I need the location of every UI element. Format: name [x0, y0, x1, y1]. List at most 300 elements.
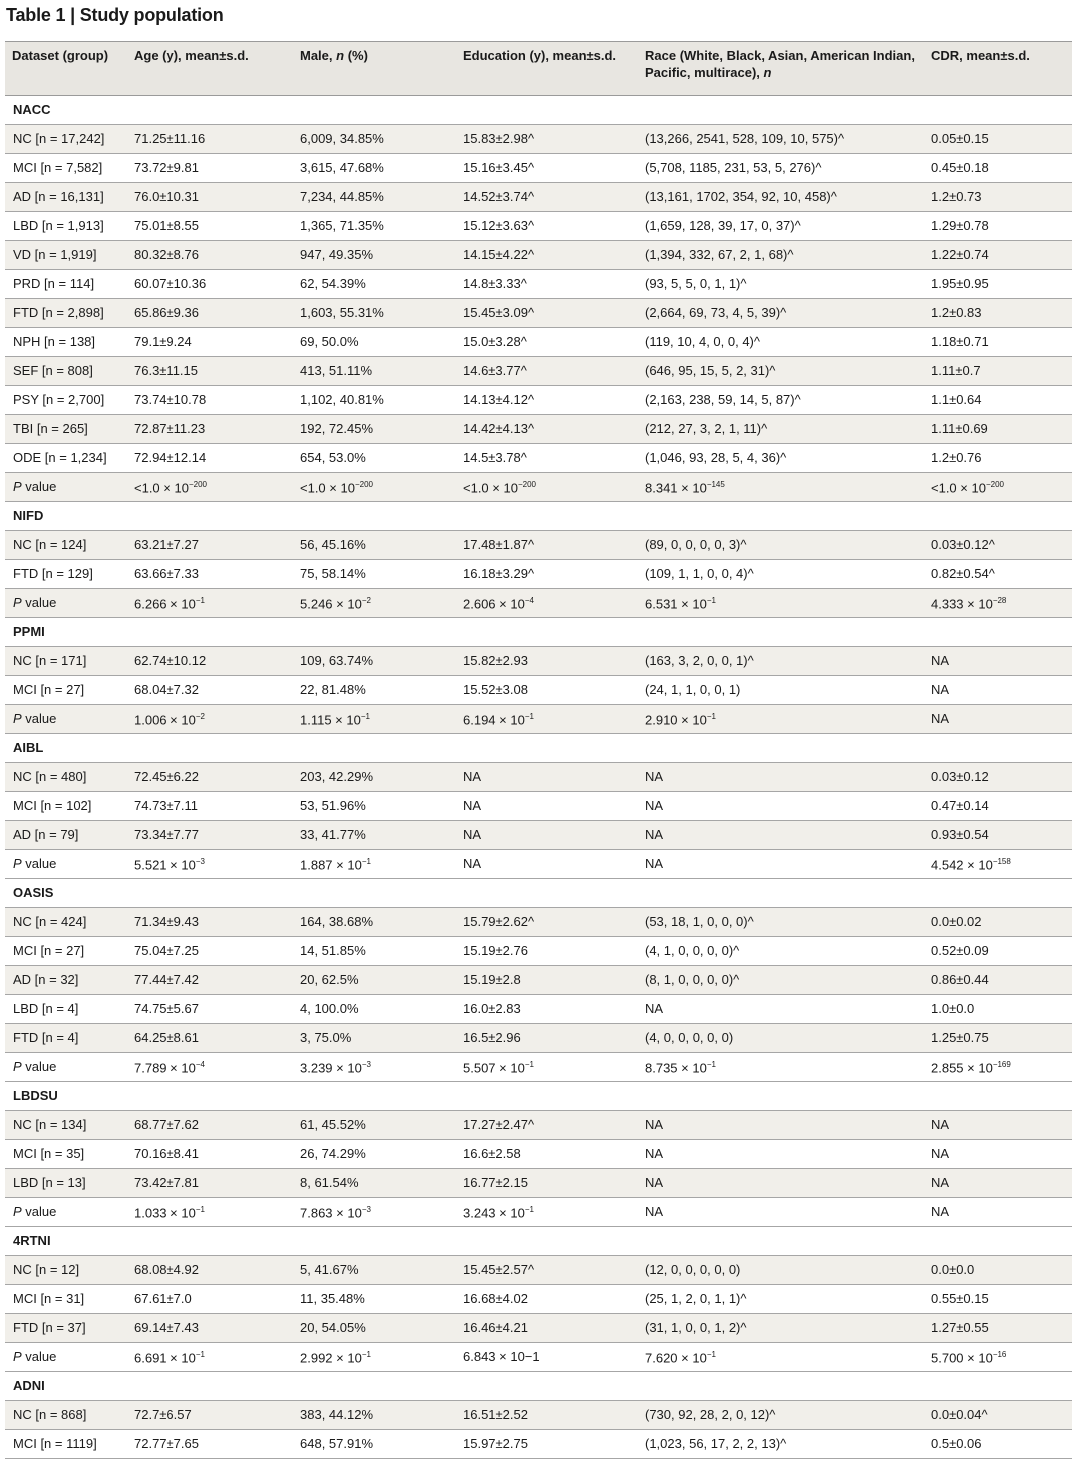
education-cell: 14.52±3.74^: [456, 183, 638, 212]
age-cell: 75.01±8.55: [127, 212, 293, 241]
male-cell: 1,102, 40.81%: [293, 386, 456, 415]
race-cell: (119, 10, 4, 0, 0, 4)^: [638, 328, 924, 357]
dataset-cell: NC [n = 424]: [5, 908, 127, 937]
race-cell: (93, 5, 5, 0, 1, 1)^: [638, 270, 924, 299]
male-cell: $5.246 \times 10^{-2}$: [293, 589, 456, 618]
male-cell: 1,603, 55.31%: [293, 299, 456, 328]
male-cell: 75, 58.14%: [293, 560, 456, 589]
dataset-cell: FTD [n = 37]: [5, 1314, 127, 1343]
male-cell: $3.239 \times 10^{-3}$: [293, 1053, 456, 1082]
race-cell: (25, 1, 2, 0, 1, 1)^: [638, 1285, 924, 1314]
dataset-cell: MCI [n = 35]: [5, 1140, 127, 1169]
group-row: [5, 502, 1072, 531]
age-cell: 74.73±7.11: [127, 792, 293, 821]
table-row: [5, 444, 1072, 473]
age-cell: 69.14±7.43: [127, 1314, 293, 1343]
race-cell: (109, 1, 1, 0, 0, 4)^: [638, 560, 924, 589]
education-cell: 15.0±3.28^: [456, 328, 638, 357]
dataset-cell: P value: [5, 473, 127, 502]
male-cell: 20, 62.5%: [293, 966, 456, 995]
education-cell: 14.8±3.33^: [456, 270, 638, 299]
table-row: [5, 821, 1072, 850]
dataset-cell: NC [n = 480]: [5, 763, 127, 792]
education-cell: 16.77±2.15: [456, 1169, 638, 1198]
header-race: Race (White, Black, Asian, American Indian, Pacific, multirace), n: [638, 42, 924, 96]
male-cell: 1,365, 71.35%: [293, 212, 456, 241]
p-value-row: [5, 1053, 1072, 1082]
age-cell: 70.16±8.41: [127, 1140, 293, 1169]
male-cell: 383, 44.12%: [293, 1401, 456, 1430]
race-cell: NA: [638, 1111, 924, 1140]
age-cell: $5.521 \times 10^{-3}$: [127, 850, 293, 879]
race-cell: (5,708, 1185, 231, 53, 5, 276)^: [638, 154, 924, 183]
male-cell: 192, 72.45%: [293, 415, 456, 444]
table-row: [5, 1285, 1072, 1314]
age-cell: 62.74±10.12: [127, 647, 293, 676]
table-row: [5, 154, 1072, 183]
education-cell: 15.19±2.76: [456, 937, 638, 966]
group-label: NIFD: [5, 502, 1072, 531]
education-cell: 15.16±3.45^: [456, 154, 638, 183]
group-label: NACC: [5, 96, 1072, 125]
dataset-cell: ODE [n = 1,234]: [5, 444, 127, 473]
dataset-cell: P value: [5, 1198, 127, 1227]
cdr-cell: 1.11±0.7: [924, 357, 1072, 386]
cdr-cell: 1.18±0.71: [924, 328, 1072, 357]
cdr-cell: 1.11±0.69: [924, 415, 1072, 444]
dataset-cell: NPH [n = 138]: [5, 328, 127, 357]
age-cell: 68.77±7.62: [127, 1111, 293, 1140]
cdr-cell: 0.47±0.14: [924, 792, 1072, 821]
education-cell: 15.79±2.62^: [456, 908, 638, 937]
male-cell: 33, 41.77%: [293, 821, 456, 850]
race-cell: (89, 0, 0, 0, 0, 3)^: [638, 531, 924, 560]
header-age: Age (y), mean±s.d.: [127, 42, 293, 96]
group-label: 4RTNI: [5, 1227, 1072, 1256]
header-male: Male, n (%): [293, 42, 456, 96]
education-cell: 15.83±2.98^: [456, 125, 638, 154]
race-cell: NA: [638, 995, 924, 1024]
table-header: [5, 42, 1072, 96]
age-cell: 72.94±12.14: [127, 444, 293, 473]
table-row: [5, 1401, 1072, 1430]
age-cell: 71.25±11.16: [127, 125, 293, 154]
cdr-cell: $4.333 \times 10^{-28}$: [924, 589, 1072, 618]
dataset-cell: PRD [n = 114]: [5, 270, 127, 299]
race-cell: NA: [638, 850, 924, 879]
education-cell: 15.12±3.63^: [456, 212, 638, 241]
male-cell: 20, 54.05%: [293, 1314, 456, 1343]
education-cell: $6.194 \times 10^{-1}$: [456, 705, 638, 734]
table-row: [5, 1140, 1072, 1169]
dataset-cell: AD [n = 32]: [5, 966, 127, 995]
group-row: [5, 1082, 1072, 1111]
cdr-cell: 0.05±0.15: [924, 125, 1072, 154]
age-cell: 63.21±7.27: [127, 531, 293, 560]
race-cell: NA: [638, 1198, 924, 1227]
group-row: [5, 734, 1072, 763]
cdr-cell: 0.52±0.09: [924, 937, 1072, 966]
race-cell: NA: [638, 763, 924, 792]
race-cell: (1,023, 56, 17, 2, 2, 13)^: [638, 1430, 924, 1459]
p-value-row: [5, 1343, 1072, 1372]
table-row: [5, 183, 1072, 212]
group-row: [5, 96, 1072, 125]
cdr-cell: NA: [924, 1140, 1072, 1169]
race-cell: NA: [638, 1169, 924, 1198]
table-row: [5, 792, 1072, 821]
age-cell: 80.32±8.76: [127, 241, 293, 270]
education-cell: NA: [456, 821, 638, 850]
male-cell: 11, 35.48%: [293, 1285, 456, 1314]
education-cell: 16.0±2.83: [456, 995, 638, 1024]
dataset-cell: NC [n = 17,242]: [5, 125, 127, 154]
race-cell: $8.735 \times 10^{-1}$: [638, 1053, 924, 1082]
dataset-cell: P value: [5, 705, 127, 734]
education-cell: 16.68±4.02: [456, 1285, 638, 1314]
dataset-cell: MCI [n = 31]: [5, 1285, 127, 1314]
p-value-row: [5, 473, 1072, 502]
cdr-cell: 0.5±0.06: [924, 1430, 1072, 1459]
cdr-cell: $<1.0 \times 10^{-200}$: [924, 473, 1072, 502]
age-cell: 72.7±6.57: [127, 1401, 293, 1430]
male-cell: 14, 51.85%: [293, 937, 456, 966]
table-row: [5, 908, 1072, 937]
race-cell: NA: [638, 792, 924, 821]
dataset-cell: LBD [n = 4]: [5, 995, 127, 1024]
cdr-cell: 1.2±0.73: [924, 183, 1072, 212]
dataset-cell: MCI [n = 27]: [5, 937, 127, 966]
age-cell: 68.04±7.32: [127, 676, 293, 705]
group-row: [5, 1227, 1072, 1256]
dataset-cell: MCI [n = 1119]: [5, 1430, 127, 1459]
race-cell: $2.910 \times 10^{-1}$: [638, 705, 924, 734]
dataset-cell: LBD [n = 13]: [5, 1169, 127, 1198]
cdr-cell: 0.55±0.15: [924, 1285, 1072, 1314]
header-cdr: CDR, mean±s.d.: [924, 42, 1072, 96]
age-cell: $<1.0 \times 10^{-200}$: [127, 473, 293, 502]
race-cell: (646, 95, 15, 5, 2, 31)^: [638, 357, 924, 386]
cdr-cell: 1.25±0.75: [924, 1024, 1072, 1053]
cdr-cell: 0.93±0.54: [924, 821, 1072, 850]
race-cell: (13,161, 1702, 354, 92, 10, 458)^: [638, 183, 924, 212]
cdr-cell: $2.855 \times 10^{-169}$: [924, 1053, 1072, 1082]
education-cell: 16.46±4.21: [456, 1314, 638, 1343]
cdr-cell: 0.03±0.12^: [924, 531, 1072, 560]
cdr-cell: NA: [924, 705, 1072, 734]
table-row: [5, 1024, 1072, 1053]
table-title: Table 1 | Study population: [6, 5, 224, 25]
education-cell: 16.6±2.58: [456, 1140, 638, 1169]
dataset-cell: VD [n = 1,919]: [5, 241, 127, 270]
table-row: [5, 1169, 1072, 1198]
cdr-cell: 1.0±0.0: [924, 995, 1072, 1024]
table-row: [5, 560, 1072, 589]
table-row: [5, 1430, 1072, 1459]
table-row: [5, 995, 1072, 1024]
male-cell: 3, 75.0%: [293, 1024, 456, 1053]
dataset-cell: FTD [n = 4]: [5, 1024, 127, 1053]
male-cell: $1.887 \times 10^{-1}$: [293, 850, 456, 879]
dataset-cell: LBD [n = 1,913]: [5, 212, 127, 241]
male-cell: 7,234, 44.85%: [293, 183, 456, 212]
cdr-cell: $4.542 \times 10^{-158}$: [924, 850, 1072, 879]
table-row: [5, 328, 1072, 357]
male-cell: 56, 45.16%: [293, 531, 456, 560]
cdr-cell: 0.03±0.12: [924, 763, 1072, 792]
race-cell: (53, 18, 1, 0, 0, 0)^: [638, 908, 924, 937]
group-label: AIBL: [5, 734, 1072, 763]
education-cell: 15.19±2.8: [456, 966, 638, 995]
race-cell: (12, 0, 0, 0, 0, 0): [638, 1256, 924, 1285]
age-cell: $1.033 \times 10^{-1}$: [127, 1198, 293, 1227]
age-cell: 72.77±7.65: [127, 1430, 293, 1459]
race-cell: (4, 0, 0, 0, 0, 0): [638, 1024, 924, 1053]
male-cell: 164, 38.68%: [293, 908, 456, 937]
race-cell: NA: [638, 821, 924, 850]
race-cell: (2,163, 238, 59, 14, 5, 87)^: [638, 386, 924, 415]
race-cell: $8.341 \times 10^{-145}$: [638, 473, 924, 502]
male-cell: 654, 53.0%: [293, 444, 456, 473]
education-cell: 15.45±2.57^: [456, 1256, 638, 1285]
education-cell: 6.843 × 10−1: [456, 1343, 638, 1372]
age-cell: 73.74±10.78: [127, 386, 293, 415]
dataset-cell: P value: [5, 1343, 127, 1372]
male-cell: 69, 50.0%: [293, 328, 456, 357]
cdr-cell: NA: [924, 1111, 1072, 1140]
race-cell: NA: [638, 1140, 924, 1169]
group-label: LBDSU: [5, 1082, 1072, 1111]
table-row: [5, 937, 1072, 966]
table-row: [5, 1314, 1072, 1343]
cdr-cell: 1.2±0.76: [924, 444, 1072, 473]
cdr-cell: 0.0±0.0: [924, 1256, 1072, 1285]
education-cell: 15.97±2.75: [456, 1430, 638, 1459]
cdr-cell: 0.86±0.44: [924, 966, 1072, 995]
table-row: [5, 299, 1072, 328]
age-cell: 75.04±7.25: [127, 937, 293, 966]
table-row: [5, 531, 1072, 560]
group-row: [5, 879, 1072, 908]
cdr-cell: $5.700 \times 10^{-16}$: [924, 1343, 1072, 1372]
race-cell: (31, 1, 0, 0, 1, 2)^: [638, 1314, 924, 1343]
table-body: [5, 96, 1072, 1459]
education-cell: $<1.0 \times 10^{-200}$: [456, 473, 638, 502]
male-cell: 61, 45.52%: [293, 1111, 456, 1140]
cdr-cell: NA: [924, 1169, 1072, 1198]
education-cell: 14.15±4.22^: [456, 241, 638, 270]
race-cell: (8, 1, 0, 0, 0, 0)^: [638, 966, 924, 995]
age-cell: $6.691 \times 10^{-1}$: [127, 1343, 293, 1372]
education-cell: $3.243 \times 10^{-1}$: [456, 1198, 638, 1227]
dataset-cell: AD [n = 16,131]: [5, 183, 127, 212]
male-cell: 203, 42.29%: [293, 763, 456, 792]
age-cell: 72.45±6.22: [127, 763, 293, 792]
dataset-cell: NC [n = 171]: [5, 647, 127, 676]
race-cell: (212, 27, 3, 2, 1, 11)^: [638, 415, 924, 444]
male-cell: 947, 49.35%: [293, 241, 456, 270]
male-cell: 3,615, 47.68%: [293, 154, 456, 183]
age-cell: 65.86±9.36: [127, 299, 293, 328]
male-cell: 8, 61.54%: [293, 1169, 456, 1198]
dataset-cell: NC [n = 124]: [5, 531, 127, 560]
age-cell: 60.07±10.36: [127, 270, 293, 299]
education-cell: $2.606 \times 10^{-4}$: [456, 589, 638, 618]
cdr-cell: 1.95±0.95: [924, 270, 1072, 299]
table-row: [5, 241, 1072, 270]
dataset-cell: P value: [5, 1053, 127, 1082]
header-dataset: Dataset (group): [5, 42, 127, 96]
header-row: [5, 42, 1072, 96]
cdr-cell: 0.0±0.02: [924, 908, 1072, 937]
dataset-cell: TBI [n = 265]: [5, 415, 127, 444]
education-cell: 14.5±3.78^: [456, 444, 638, 473]
group-label: OASIS: [5, 879, 1072, 908]
dataset-cell: AD [n = 79]: [5, 821, 127, 850]
table-row: [5, 966, 1072, 995]
education-cell: 17.27±2.47^: [456, 1111, 638, 1140]
male-cell: 4, 100.0%: [293, 995, 456, 1024]
education-cell: NA: [456, 792, 638, 821]
male-cell: 109, 63.74%: [293, 647, 456, 676]
male-cell: 22, 81.48%: [293, 676, 456, 705]
education-cell: 16.5±2.96: [456, 1024, 638, 1053]
age-cell: 77.44±7.42: [127, 966, 293, 995]
male-cell: 648, 57.91%: [293, 1430, 456, 1459]
education-cell: 16.18±3.29^: [456, 560, 638, 589]
cdr-cell: 1.22±0.74: [924, 241, 1072, 270]
dataset-cell: PSY [n = 2,700]: [5, 386, 127, 415]
dataset-cell: NC [n = 134]: [5, 1111, 127, 1140]
race-cell: (4, 1, 0, 0, 0, 0)^: [638, 937, 924, 966]
table-row: [5, 647, 1072, 676]
race-cell: (163, 3, 2, 0, 0, 1)^: [638, 647, 924, 676]
male-cell: 6,009, 34.85%: [293, 125, 456, 154]
age-cell: 72.87±11.23: [127, 415, 293, 444]
table-row: [5, 125, 1072, 154]
cdr-cell: 1.29±0.78: [924, 212, 1072, 241]
age-cell: 63.66±7.33: [127, 560, 293, 589]
age-cell: 68.08±4.92: [127, 1256, 293, 1285]
education-cell: 15.52±3.08: [456, 676, 638, 705]
age-cell: 73.72±9.81: [127, 154, 293, 183]
group-label: PPMI: [5, 618, 1072, 647]
race-cell: (13,266, 2541, 528, 109, 10, 575)^: [638, 125, 924, 154]
table-row: [5, 212, 1072, 241]
cdr-cell: NA: [924, 1198, 1072, 1227]
dataset-cell: FTD [n = 2,898]: [5, 299, 127, 328]
table-row: [5, 763, 1072, 792]
age-cell: 74.75±5.67: [127, 995, 293, 1024]
education-cell: 15.82±2.93: [456, 647, 638, 676]
race-cell: (24, 1, 1, 0, 0, 1): [638, 676, 924, 705]
group-row: [5, 618, 1072, 647]
race-cell: (1,659, 128, 39, 17, 0, 37)^: [638, 212, 924, 241]
age-cell: $7.789 \times 10^{-4}$: [127, 1053, 293, 1082]
table-row: [5, 270, 1072, 299]
group-label: ADNI: [5, 1372, 1072, 1401]
education-cell: 14.6±3.77^: [456, 357, 638, 386]
cdr-cell: 0.0±0.04^: [924, 1401, 1072, 1430]
cdr-cell: 0.82±0.54^: [924, 560, 1072, 589]
race-cell: (1,394, 332, 67, 2, 1, 68)^: [638, 241, 924, 270]
group-row: [5, 1372, 1072, 1401]
education-cell: 15.45±3.09^: [456, 299, 638, 328]
p-value-row: [5, 705, 1072, 734]
male-cell: 62, 54.39%: [293, 270, 456, 299]
study-population-table: [5, 41, 1072, 1459]
dataset-cell: P value: [5, 589, 127, 618]
cdr-cell: 1.2±0.83: [924, 299, 1072, 328]
dataset-cell: SEF [n = 808]: [5, 357, 127, 386]
education-cell: 17.48±1.87^: [456, 531, 638, 560]
education-cell: $5.507 \times 10^{-1}$: [456, 1053, 638, 1082]
age-cell: $6.266 \times 10^{-1}$: [127, 589, 293, 618]
cdr-cell: 1.27±0.55: [924, 1314, 1072, 1343]
dataset-cell: FTD [n = 129]: [5, 560, 127, 589]
cdr-cell: NA: [924, 647, 1072, 676]
age-cell: 79.1±9.24: [127, 328, 293, 357]
education-cell: 14.13±4.12^: [456, 386, 638, 415]
race-cell: (2,664, 69, 73, 4, 5, 39)^: [638, 299, 924, 328]
race-cell: $7.620 \times 10^{-1}$: [638, 1343, 924, 1372]
age-cell: $1.006 \times 10^{-2}$: [127, 705, 293, 734]
cdr-cell: 1.1±0.64: [924, 386, 1072, 415]
male-cell: $1.115 \times 10^{-1}$: [293, 705, 456, 734]
table-row: [5, 1256, 1072, 1285]
male-cell: 5, 41.67%: [293, 1256, 456, 1285]
age-cell: 76.3±11.15: [127, 357, 293, 386]
race-cell: (730, 92, 28, 2, 0, 12)^: [638, 1401, 924, 1430]
dataset-cell: NC [n = 868]: [5, 1401, 127, 1430]
education-cell: NA: [456, 763, 638, 792]
male-cell: 26, 74.29%: [293, 1140, 456, 1169]
cdr-cell: NA: [924, 676, 1072, 705]
age-cell: 76.0±10.31: [127, 183, 293, 212]
race-cell: $6.531 \times 10^{-1}$: [638, 589, 924, 618]
male-cell: $2.992 \times 10^{-1}$: [293, 1343, 456, 1372]
dataset-cell: NC [n = 12]: [5, 1256, 127, 1285]
dataset-cell: MCI [n = 27]: [5, 676, 127, 705]
table-row: [5, 1111, 1072, 1140]
male-cell: 413, 51.11%: [293, 357, 456, 386]
age-cell: 67.61±7.0: [127, 1285, 293, 1314]
table-row: [5, 357, 1072, 386]
p-value-row: [5, 589, 1072, 618]
education-cell: NA: [456, 850, 638, 879]
age-cell: 73.34±7.77: [127, 821, 293, 850]
p-value-row: [5, 850, 1072, 879]
dataset-cell: P value: [5, 850, 127, 879]
education-cell: 16.51±2.52: [456, 1401, 638, 1430]
table-row: [5, 386, 1072, 415]
education-cell: 14.42±4.13^: [456, 415, 638, 444]
age-cell: 64.25±8.61: [127, 1024, 293, 1053]
dataset-cell: MCI [n = 7,582]: [5, 154, 127, 183]
cdr-cell: 0.45±0.18: [924, 154, 1072, 183]
table-row: [5, 415, 1072, 444]
p-value-row: [5, 1198, 1072, 1227]
age-cell: 71.34±9.43: [127, 908, 293, 937]
male-cell: 53, 51.96%: [293, 792, 456, 821]
race-cell: (1,046, 93, 28, 5, 4, 36)^: [638, 444, 924, 473]
male-cell: $<1.0 \times 10^{-200}$: [293, 473, 456, 502]
age-cell: 73.42±7.81: [127, 1169, 293, 1198]
male-cell: $7.863 \times 10^{-3}$: [293, 1198, 456, 1227]
table-row: [5, 676, 1072, 705]
header-education: Education (y), mean±s.d.: [456, 42, 638, 96]
dataset-cell: MCI [n = 102]: [5, 792, 127, 821]
